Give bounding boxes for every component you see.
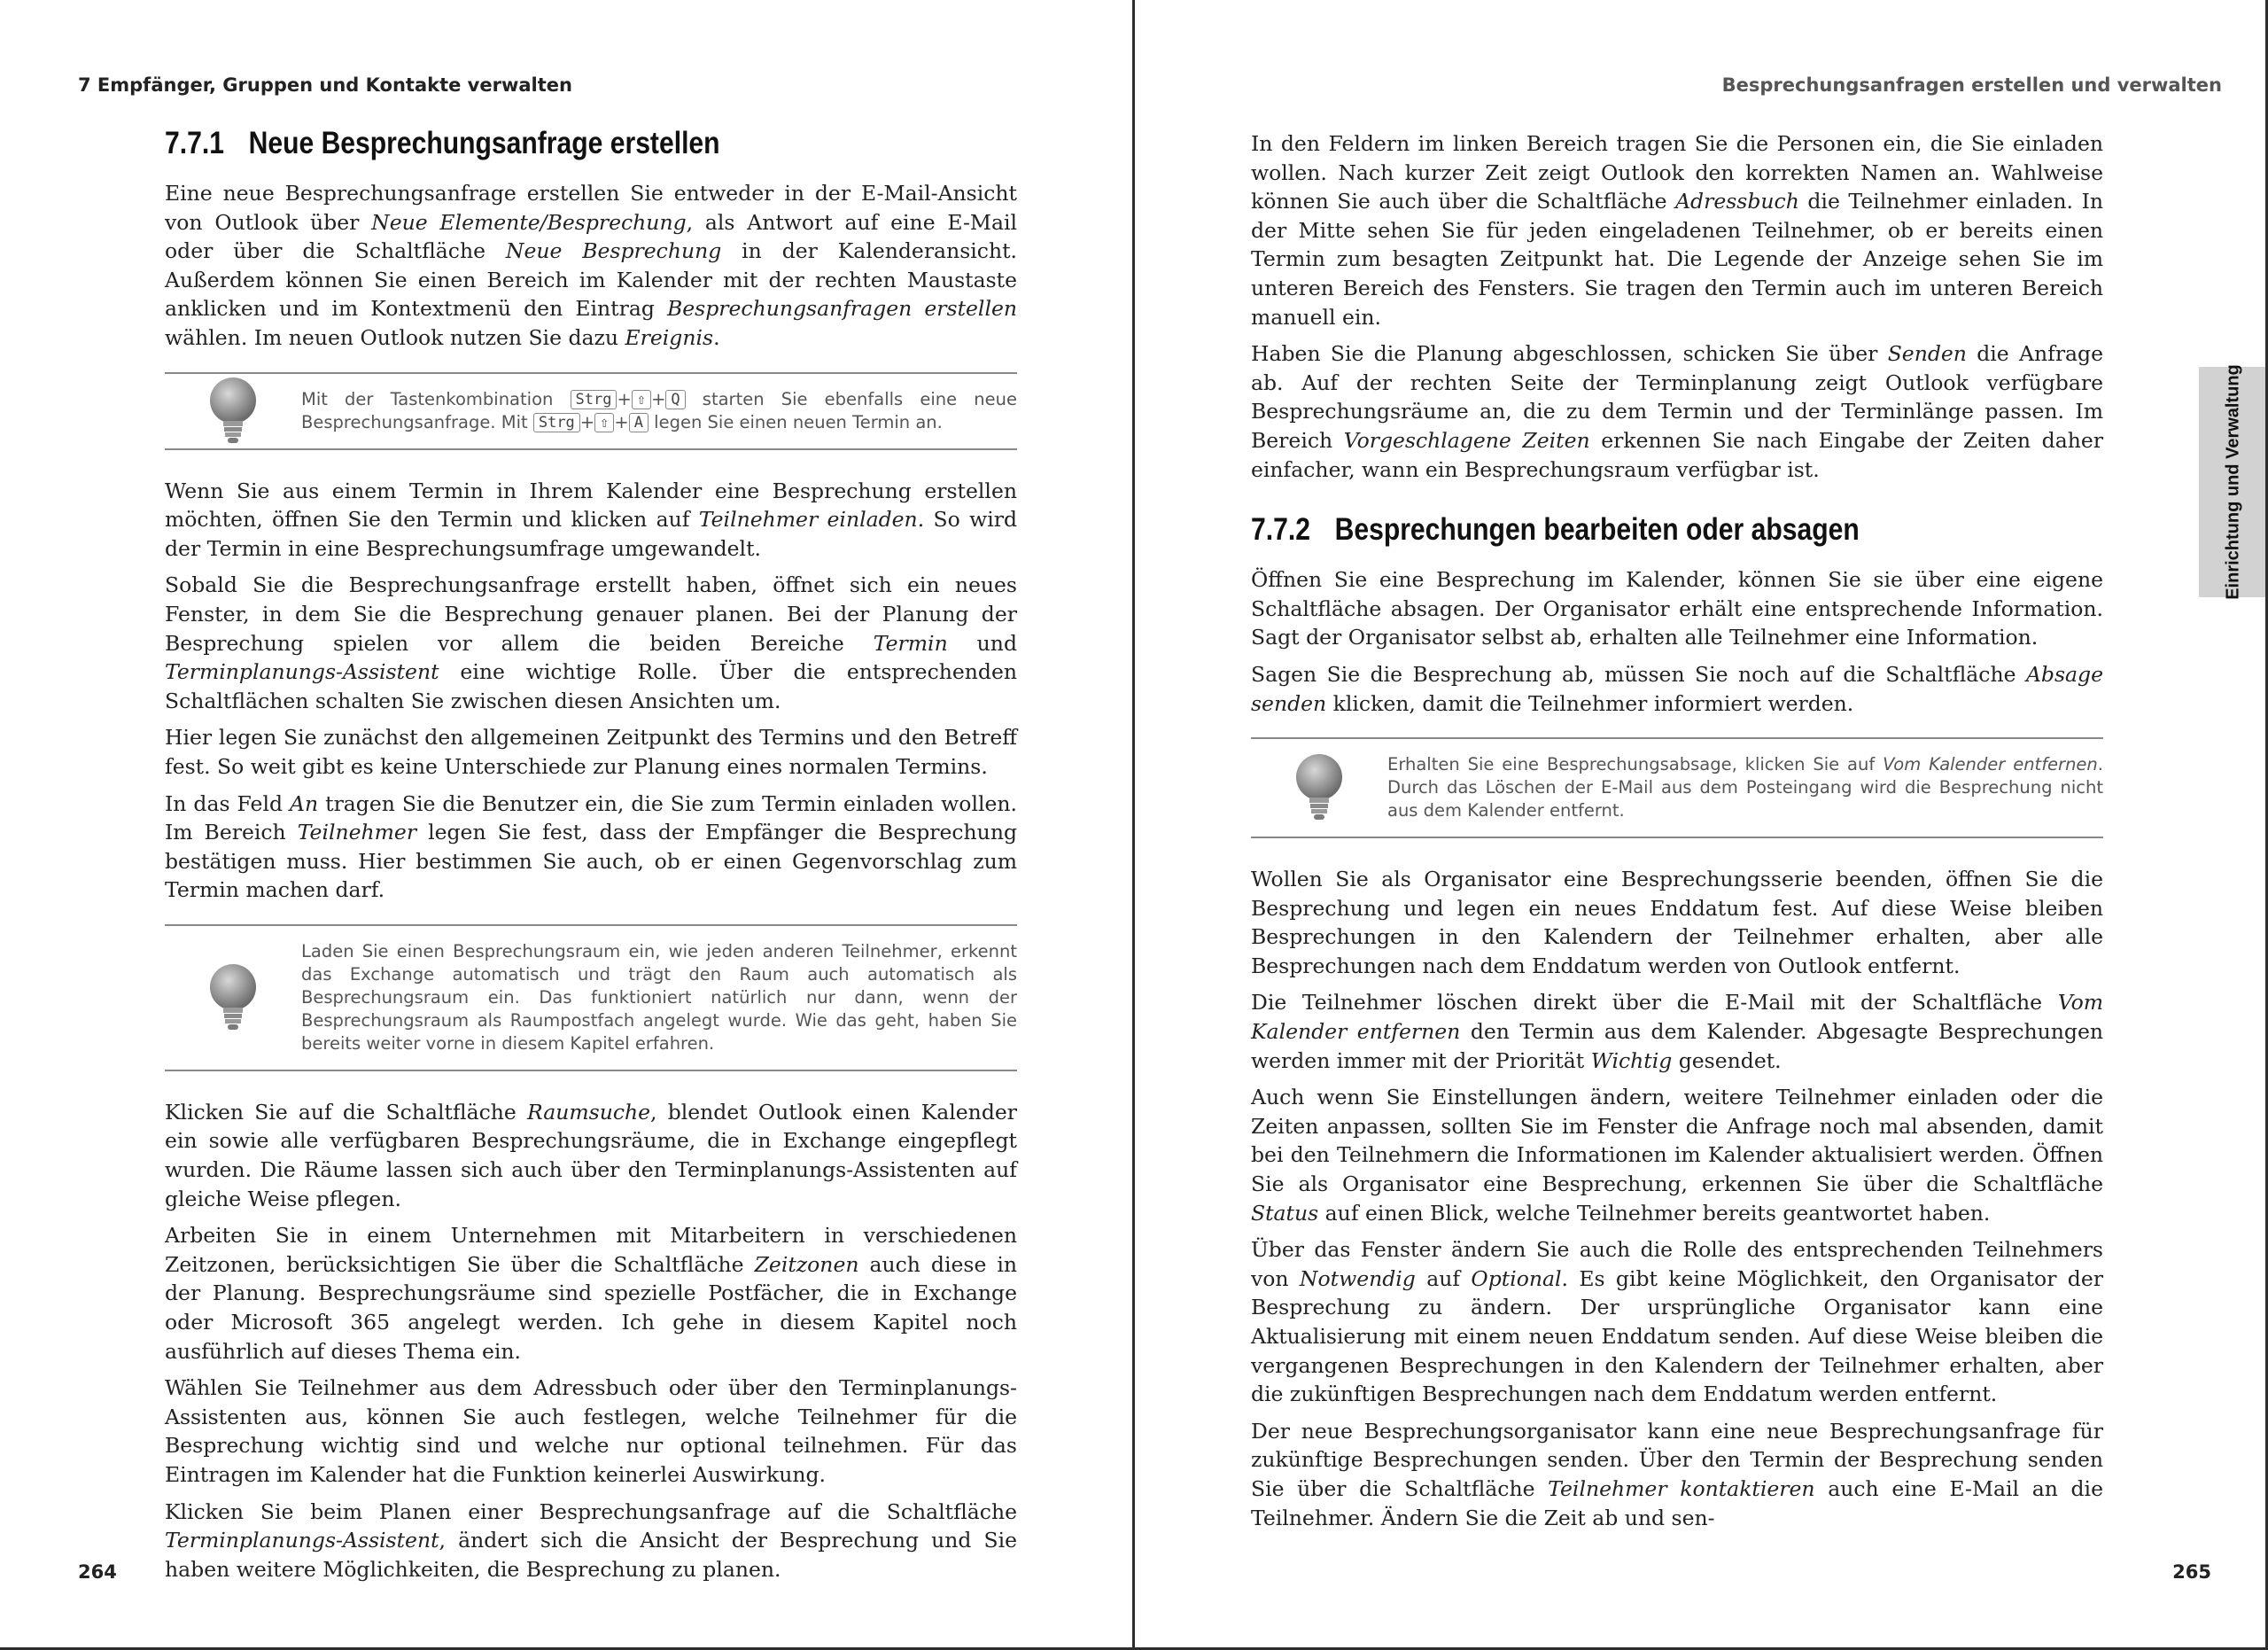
paragraph: Öffnen Sie eine Besprechung im Kalender, können Sie sie über eine eigene Schaltfläche absagen. Der Organisator erhält eine entsprechende Information. Sagt der Organisator selbst ab, erhalten alle Teilnehmer eine Information. bbox=[1251, 567, 2103, 650]
chapter-thumb-tab bbox=[2199, 364, 2268, 600]
section-heading-7-7-1 bbox=[165, 124, 897, 163]
text-run: . Durch das Löschen der E-Mail aus dem Posteingang wird die Besprechung nicht aus dem Kalender entfernt. bbox=[1387, 754, 2103, 821]
text-run: Erhalten Sie eine Besprechungsabsage, klicken Sie auf bbox=[1387, 754, 1884, 775]
text-run: . bbox=[713, 324, 720, 350]
text-run: legen Sie fest, dass der Empfänger die Besprechung bestätigen muss. Hier bestimmen Sie auch, ob er einen Gegenvorschlag zum Termin machen darf. bbox=[165, 820, 1017, 903]
plus-sign: + bbox=[614, 411, 629, 432]
key-shift: ⇧ bbox=[594, 413, 614, 432]
italic-term: Adressbuch bbox=[1675, 189, 1799, 214]
italic-term: Neue Besprechung bbox=[505, 238, 722, 264]
italic-term: Teilnehmer bbox=[297, 820, 417, 845]
paragraph bbox=[165, 790, 1017, 905]
text-run: tragen Sie die Benutzer ein, die Sie zum Termin einladen wollen. Im Bereich bbox=[165, 790, 1017, 845]
text-run: In den Feldern im linken Bereich tragen Sie die Personen ein, die Sie einladen wollen. Nach kurzer Zeit zeigt Outlook den korrekten Namen an. Wahlweise können Sie auch über die Schaltfläche bbox=[1251, 131, 2103, 214]
key-strg: Strg bbox=[533, 413, 580, 432]
page-number-right: 265 bbox=[2172, 1561, 2211, 1583]
text-run: auf bbox=[1415, 1265, 1472, 1291]
text-run: legen Sie einen neuen Termin an. bbox=[648, 411, 943, 432]
paragraph bbox=[165, 477, 1017, 564]
paragraph bbox=[165, 571, 1017, 715]
text-run: Die Teilnehmer löschen direkt über die E-Mail mit der Schaltfläche bbox=[1251, 990, 2058, 1016]
italic-term: Vom Kalender entfernen bbox=[1883, 754, 2098, 775]
text-run: und bbox=[947, 630, 1017, 656]
text-run: erkennen Sie nach Eingabe der Zeiten daher einfacher, wann ein Besprechungsraum verfügbar ist. bbox=[1251, 427, 2103, 482]
text-run: Klicken Sie beim Planen einer Besprechungsanfrage auf die Schaltfläche bbox=[165, 1498, 1017, 1524]
plus-sign: + bbox=[651, 388, 666, 409]
lightbulb-icon bbox=[207, 377, 259, 446]
text-run: Sagen Sie die Besprechung ab, müssen Sie noch auf die Schaltfläche bbox=[1251, 661, 2026, 687]
paragraph: Wollen Sie als Organisator eine Besprechungsserie beenden, öffnen Sie die Besprechung und legen ein neues Enddatum fest. Auf diese Weise bleiben Besprechungen in den Kalendern der Teilnehmer erhalten, aber alle Besprechungen nach dem Enddatum werden von Outlook entfernt. bbox=[1251, 867, 2103, 978]
text-run: Sobald Sie die Besprechungsanfrage erstellt haben, öffnet sich ein neues Fenster, in dem Sie die Besprechung genauer planen. Bei der Planung der Besprechung spielen vor allem die beiden Bereiche bbox=[165, 572, 1017, 656]
text-run: , als Antwort auf eine E-Mail oder über die Schaltfläche bbox=[165, 209, 1018, 264]
text-run: die Teilnehmer einladen. In der Mitte sehen Sie für jeden eingeladenen Teilnehmer, ob er bereits einen Termin zum besagten Zeitpunkt hat. Die Legende der Anzeige sehen Sie im unteren Bereich des Fensters. Sie tragen den Termin auch im unteren Bereich manuell ein. bbox=[1251, 189, 2103, 330]
paragraph bbox=[1251, 129, 2103, 331]
key-q: Q bbox=[665, 390, 685, 409]
italic-term: Teilnehmer einladen bbox=[698, 507, 918, 533]
running-head-right: Besprechungsanfragen erstellen und verwalten bbox=[1721, 74, 2222, 96]
text-run: Eine neue Besprechungsanfrage erstellen Sie entweder in der E-Mail-Ansicht von Outlook über bbox=[165, 181, 1017, 235]
text-run: Haben Sie die Planung abgeschlossen, schicken Sie über bbox=[1251, 341, 1888, 367]
lightbulb-icon bbox=[1293, 753, 1345, 822]
text-run: Arbeiten Sie in einem Unternehmen mit Mitarbeitern in verschiedenen Zeitzonen, berücksichtigen Sie über die Schaltfläche bbox=[165, 1223, 1017, 1277]
tip-text bbox=[301, 388, 1017, 434]
thumb-tab-label: Einrichtung und Verwaltung bbox=[2223, 364, 2243, 600]
lightbulb-icon bbox=[207, 963, 259, 1032]
tip-text: Laden Sie einen Besprechungsraum ein, wie jeden anderen Teilnehmer, erkennt das Exchange automatisch und trägt den Raum auch automatisch als Besprechungsraum ein. Das funktioniert natürlich nur dann, wenn der Besprechungsraum als Raumpostfach angelegt wurde. Wie das geht, haben Sie bereits weiter vorne in diesem Kapitel erfahren. bbox=[301, 940, 1017, 1054]
text-run: Auch wenn Sie Einstellungen ändern, weitere Teilnehmer einladen oder die Zeiten anpassen, sollten Sie im Fenster die Anfrage noch mal absenden, damit bei den Teilnehmern die Informationen im Kalender aktualisiert werden. Öffnen Sie als Organisator eine Besprechung, erkennen Sie über die Schaltfläche bbox=[1251, 1085, 2103, 1197]
italic-term: Absage senden bbox=[1251, 661, 2103, 716]
italic-term: Teilnehmer kontaktieren bbox=[1548, 1475, 1815, 1501]
italic-term: Senden bbox=[1887, 341, 1967, 367]
italic-term: Optional bbox=[1471, 1265, 1562, 1291]
text-run: den Termin aus dem Kalender. Abgesagte Besprechungen werden immer mit der Priorität bbox=[1251, 1019, 2103, 1073]
text-run: , ändert sich die Ansicht der Besprechung und Sie haben weitere Möglichkeiten, die Besprechung zu planen. bbox=[165, 1528, 1017, 1582]
right-column bbox=[1251, 129, 2103, 1540]
italic-term: Notwendig bbox=[1299, 1265, 1416, 1291]
section-number: 7.7.2 bbox=[1251, 512, 1310, 548]
text-run: starten Sie ebenfalls eine neue Besprechungsanfrage. Mit bbox=[301, 388, 1017, 432]
paragraph bbox=[1251, 339, 2103, 484]
plus-sign: + bbox=[617, 388, 632, 409]
paragraph bbox=[165, 1098, 1017, 1213]
text-run: In das Feld bbox=[165, 790, 291, 816]
text-run: Der neue Besprechungsorganisator kann eine neue Besprechungsanfrage für zukünftige Besprechungen senden. Über den Termin der Besprechung senden Sie über die Schaltfläche bbox=[1251, 1418, 2103, 1501]
italic-term: Status bbox=[1251, 1200, 1319, 1226]
text-run: Klicken Sie auf die Schaltfläche bbox=[165, 1099, 527, 1125]
text-run: auch eine E-Mail an die Teilnehmer. Ändern Sie die Zeit ab und sen- bbox=[1251, 1475, 2103, 1530]
page-number-left: 264 bbox=[78, 1561, 117, 1583]
paragraph bbox=[165, 1498, 1017, 1584]
italic-term: Terminplanungs-Assistent bbox=[165, 659, 439, 685]
italic-term: Ereignis bbox=[625, 324, 714, 350]
paragraph bbox=[1251, 660, 2103, 718]
right-page bbox=[1136, 0, 2268, 1650]
tip-text bbox=[1387, 753, 2103, 822]
italic-term: Termin bbox=[873, 630, 948, 656]
tip-box bbox=[1251, 737, 2103, 838]
italic-term: Besprechungsanfragen erstellen bbox=[667, 296, 1018, 322]
paragraph bbox=[1251, 988, 2103, 1075]
text-run: auch diese in der Planung. Besprechungsräume sind spezielle Postfächer, die in Exchange oder Microsoft 365 angelegt werden. Ich gehe in diesem Kapitel noch ausführlich auf dieses Thema ein. bbox=[165, 1251, 1018, 1364]
section-title: Neue Besprechungsanfrage erstellen bbox=[248, 126, 720, 160]
text-run: Mit der Tastenkombination bbox=[301, 388, 571, 409]
paragraph bbox=[165, 179, 1017, 353]
section-number: 7.7.1 bbox=[165, 126, 224, 160]
text-run: Wenn Sie aus einem Termin in Ihrem Kalender eine Besprechung erstellen möchten, öffnen Sie den Termin und klicken auf bbox=[165, 478, 1017, 533]
italic-term: Vorgeschlagene Zeiten bbox=[1343, 427, 1590, 453]
paragraph bbox=[1251, 1417, 2103, 1532]
paragraph bbox=[165, 1221, 1017, 1366]
key-shift: ⇧ bbox=[632, 390, 651, 409]
italic-term: An bbox=[290, 790, 319, 816]
text-run: die Anfrage ab. Auf der rechten Seite der Terminplanung zeigt Outlook verfügbare Besprechungsräume an, die zu dem Termin und der Terminlänge passen. Im Bereich bbox=[1251, 341, 2104, 453]
text-run: Über das Fenster ändern Sie auch die Rolle des entsprechenden Teilnehmers von bbox=[1251, 1237, 2103, 1291]
text-run: auf einen Blick, welche Teilnehmer bereits geantwortet haben. bbox=[1318, 1200, 1991, 1226]
tip-box bbox=[165, 924, 1017, 1071]
italic-term: Raumsuche bbox=[526, 1099, 651, 1125]
running-head-left: 7 Empfänger, Gruppen und Kontakte verwalten bbox=[78, 74, 572, 96]
text-run: . Es gibt keine Möglichkeit, den Organisator der Besprechung zu ändern. Der ursprüngliche Organisator kann eine Aktualisierung mit einem neuen Enddatum senden. Auf diese Weise bleiben die vergangenen Besprechungen in den Kalendern der Teilnehmer erhalten, aber die zukünftigen Besprechungen nach dem Enddatum werden entfernt. bbox=[1251, 1265, 2103, 1407]
tip-box bbox=[165, 372, 1017, 450]
italic-term: Vom Kalender entfernen bbox=[1251, 990, 2103, 1045]
left-column bbox=[165, 124, 1017, 1592]
paragraph: Wählen Sie Teilnehmer aus dem Adressbuch oder über den Terminplanungs-Assistenten aus, können Sie auch festlegen, welche Teilnehmer für die Besprechung wichtig sind und welche nur optional teilnehmen. Für das Eintragen im Kalender hat die Funktion keinerlei Auswirkung. bbox=[165, 1375, 1017, 1487]
key-strg: Strg bbox=[571, 390, 617, 409]
section-title: Besprechungen bearbeiten oder absagen bbox=[1334, 512, 1860, 548]
italic-term: Neue Elemente/Besprechung bbox=[371, 209, 687, 235]
text-run: eine wichtige Rolle. Über die entsprechenden Schaltflächen schalten Sie zwischen diesen Ansichten um. bbox=[165, 659, 1017, 713]
text-run: gesendet. bbox=[1672, 1047, 1782, 1073]
section-heading-7-7-2 bbox=[1251, 510, 1984, 549]
paragraph bbox=[1251, 1083, 2103, 1227]
italic-term: Zeitzonen bbox=[754, 1251, 859, 1277]
text-run: wählen. Im neuen Outlook nutzen Sie dazu bbox=[165, 324, 625, 350]
text-run: . So wird der Termin in eine Besprechungsumfrage umgewandelt. bbox=[165, 507, 1017, 561]
text-run: klicken, damit die Teilnehmer informiert werden. bbox=[1326, 690, 1854, 716]
plus-sign: + bbox=[579, 411, 595, 432]
text-run: in der Kalenderansicht. Außerdem können Sie einen Bereich im Kalender mit der rechten Maustaste anklicken und im Kontextmenü den Eintrag bbox=[165, 238, 1017, 322]
paragraph bbox=[1251, 1235, 2103, 1409]
key-a: A bbox=[629, 413, 649, 432]
text-run: , blendet Outlook einen Kalender ein sowie alle verfügbaren Besprechungsräume, die in Exchange eingepflegt wurden. Die Räume lassen sich auch über den Terminplanungs-Assistenten auf gleiche Weise pflegen. bbox=[165, 1099, 1018, 1211]
book-gutter bbox=[1132, 0, 1135, 1650]
italic-term: Terminplanungs-Assistent bbox=[165, 1528, 439, 1553]
paragraph: Hier legen Sie zunächst den allgemeinen Zeitpunkt des Termins und den Betreff fest. So weit gibt es keine Unterschiede zur Planung eines normalen Termins. bbox=[165, 725, 1017, 779]
italic-term: Wichtig bbox=[1590, 1047, 1673, 1073]
